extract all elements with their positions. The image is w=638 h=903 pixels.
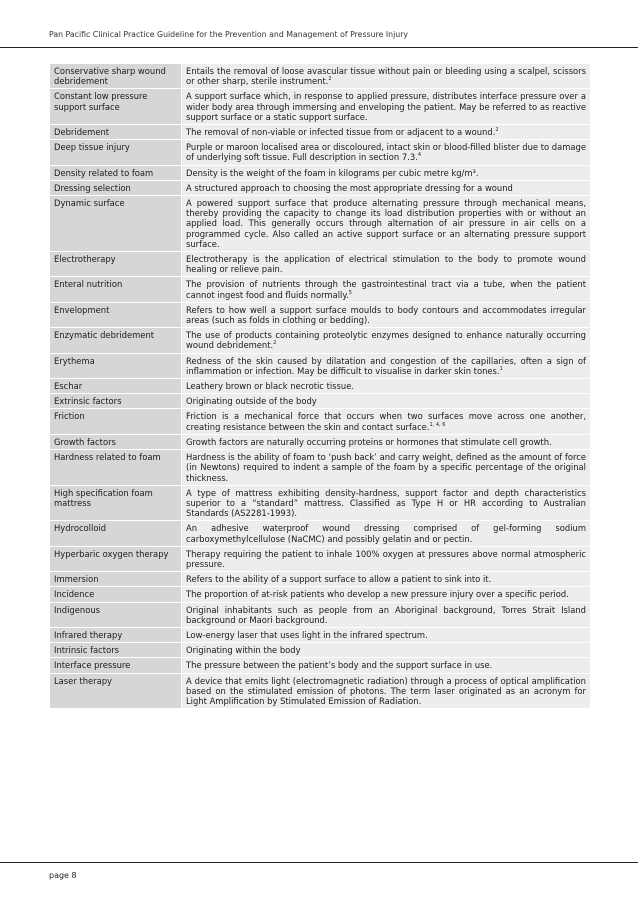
glossary-term: Intrinsic factors (50, 643, 182, 658)
glossary-term: High specification foam mattress (50, 485, 182, 521)
glossary-definition (182, 627, 591, 642)
glossary-definition (182, 165, 591, 180)
glossary-term: Dressing selection (50, 180, 182, 195)
glossary-definition (182, 180, 591, 195)
page-number: page 8 (49, 871, 77, 880)
glossary-term: Hardness related to foam (50, 450, 182, 486)
table-row (50, 252, 591, 277)
table-row (50, 485, 591, 521)
running-header: Pan Pacific Clinical Practice Guideline for the Prevention and Management of Pressure Injury (49, 30, 409, 39)
definition-text: Electrotherapy is the application of electrical stimulation to the body to promote wound healing or relieve pain. (186, 254, 586, 275)
glossary-term: Envelopment (50, 302, 182, 327)
glossary-definition (182, 450, 591, 486)
glossary-term: Incidence (50, 587, 182, 602)
table-row (50, 277, 591, 302)
glossary-definition (182, 125, 591, 140)
glossary-term: Conservative sharp wound debridement (50, 64, 182, 89)
definition-text: Originating outside of the body (186, 396, 317, 407)
definition-text: Entails the removal of loose avascular tissue without pain or bleeding using a scalpel, scissors or other sharp, sterile instrument. (186, 66, 586, 87)
definition-text: A structured approach to choosing the most appropriate dressing for a wound (186, 182, 513, 193)
table-row (50, 546, 591, 571)
table-row (50, 302, 591, 327)
glossary-table (49, 63, 591, 709)
glossary-definition (182, 673, 591, 709)
glossary-term: Laser therapy (50, 673, 182, 709)
definition-text: Purple or maroon localised area or discoloured, intact skin or blood-filled blister due to damage of underlying soft tissue. Full description in section 7.3. (186, 142, 586, 163)
definition-text: The removal of non-viable or infected tissue from or adjacent to a wound. (186, 127, 496, 138)
glossary-term: Immersion (50, 572, 182, 587)
glossary-definition (182, 302, 591, 327)
reference-superscript: 4 (417, 152, 422, 159)
glossary-table-body (50, 64, 591, 709)
glossary-term: Eschar (50, 379, 182, 394)
glossary-term: Hydrocolloid (50, 521, 182, 546)
reference-superscript: 1 (499, 366, 503, 373)
glossary-definition (182, 546, 591, 571)
glossary-definition (182, 379, 591, 394)
glossary-term: Indigenous (50, 602, 182, 627)
definition-text: Low-energy laser that uses light in the infrared spectrum. (186, 629, 428, 640)
definition-text: An adhesive waterproof wound dressing comprised of gel-forming sodium carboxymethylcellulose (NaCMC) and possibly gelatin and or pectin. (186, 523, 586, 544)
table-row (50, 140, 591, 165)
reference-superscript: 1, 4, 6 (429, 421, 446, 428)
table-row (50, 521, 591, 546)
definition-text: The provision of nutrients through the gastrointestinal tract via a tube, when the patient cannot ingest food and fluids normally. (186, 279, 586, 300)
definition-text: Original inhabitants such as people from an Aboriginal background, Torres Strait Island background or Maori background. (186, 604, 586, 625)
glossary-definition (182, 328, 591, 353)
table-row (50, 450, 591, 486)
definition-text: Redness of the skin caused by dilatation and congestion of the capillaries, often a sign of inflammation or infection. May be difficult to visualise in darker skin tones. (186, 355, 586, 376)
glossary-definition (182, 140, 591, 165)
definition-text: Refers to the ability of a support surface to allow a patient to sink into it. (186, 574, 492, 585)
glossary-definition (182, 409, 591, 434)
glossary-definition (182, 572, 591, 587)
glossary-definition (182, 353, 591, 378)
glossary-term: Infrared therapy (50, 627, 182, 642)
glossary-term: Growth factors (50, 434, 182, 449)
glossary-definition (182, 196, 591, 252)
glossary-definition (182, 64, 591, 89)
glossary-term: Enzymatic debridement (50, 328, 182, 353)
table-row (50, 64, 591, 89)
glossary-term: Hyperbaric oxygen therapy (50, 546, 182, 571)
table-row (50, 409, 591, 434)
glossary-term: Extrinsic factors (50, 394, 182, 409)
definition-text: Leathery brown or black necrotic tissue. (186, 381, 355, 392)
table-row (50, 196, 591, 252)
definition-text: Originating within the body (186, 645, 301, 656)
table-row (50, 658, 591, 673)
glossary-definition (182, 394, 591, 409)
glossary-definition (182, 602, 591, 627)
definition-text: The proportion of at-risk patients who develop a new pressure injury over a specific period. (186, 589, 569, 600)
definition-text: The use of products containing proteolytic enzymes designed to enhance naturally occurring wound debridement. (186, 330, 586, 351)
glossary-definition (182, 643, 591, 658)
definition-text: The pressure between the patient’s body and the support surface in use. (186, 660, 493, 671)
table-row (50, 89, 591, 125)
definition-text: A support surface which, in response to applied pressure, distributes interface pressure over a wider body area through immersing and enveloping the patient. May be referred to as reactive support surface or a static support surface. (186, 91, 586, 122)
reference-superscript: 2 (328, 76, 332, 83)
definition-text: A powered support surface that produce alternating pressure through mechanical means, thereby providing the capacity to change its load distribution properties with or without an applied load. This generally occurs through alternation of air pressure in air cells on a programmed cycle. Also called an active support surface or an alternating pressure support surface. (186, 198, 586, 249)
definition-text: Friction is a mechanical force that occurs when two surfaces move across one another, creating resistance between the skin and contact surface. (186, 411, 586, 432)
header-divider (0, 47, 638, 48)
definition-text: A device that emits light (electromagnetic radiation) through a process of optical amplification based on the stimulated emission of photons. The term laser originated as an acronym for Light Amplification by Stimulated Emission of Radiation. (186, 675, 586, 706)
definition-text: Therapy requiring the patient to inhale 100% oxygen at pressures above normal atmospheric pressure. (186, 548, 586, 569)
glossary-definition (182, 434, 591, 449)
glossary-term: Electrotherapy (50, 252, 182, 277)
glossary-term: Friction (50, 409, 182, 434)
glossary-term: Debridement (50, 125, 182, 140)
glossary-term: Interface pressure (50, 658, 182, 673)
reference-superscript: 2 (273, 340, 277, 347)
reference-superscript: 2 (495, 127, 499, 134)
definition-text: Hardness is the ability of foam to ‘push back’ and carry weight, defined as the amount of force (in Newtons) required to indent a sample of the foam by a specific percentage of the original thickness. (186, 452, 586, 483)
glossary-term: Dynamic surface (50, 196, 182, 252)
definition-text: Density is the weight of the foam in kilograms per cubic metre kg/m³. (186, 167, 479, 178)
glossary-term: Density related to foam (50, 165, 182, 180)
glossary-definition (182, 658, 591, 673)
definition-text: Growth factors are naturally occurring proteins or hormones that stimulate cell growth. (186, 436, 552, 447)
table-row (50, 587, 591, 602)
glossary-definition (182, 252, 591, 277)
table-row (50, 643, 591, 658)
table-row (50, 379, 591, 394)
table-row (50, 434, 591, 449)
definition-text: Refers to how well a support surface moulds to body contours and accommodates irregular areas (such as folds in clothing or bedding). (186, 304, 586, 326)
definition-text: A type of mattress exhibiting density-hardness, support factor and depth characteristics superior to a “standard” mattress. Classified as Type H or HR according to Australian Standards (AS2281-1993). (186, 487, 586, 519)
table-row (50, 125, 591, 140)
table-row (50, 353, 591, 378)
glossary-definition (182, 277, 591, 302)
glossary-definition (182, 485, 591, 521)
table-row (50, 165, 591, 180)
table-row (50, 394, 591, 409)
footer-divider (0, 862, 638, 863)
table-row (50, 180, 591, 195)
glossary-definition (182, 521, 591, 546)
glossary-term: Enteral nutrition (50, 277, 182, 302)
table-row (50, 673, 591, 709)
table-row (50, 572, 591, 587)
table-row (50, 602, 591, 627)
glossary-definition (182, 587, 591, 602)
glossary-term: Constant low pressure support surface (50, 89, 182, 125)
glossary-definition (182, 89, 591, 125)
table-row (50, 627, 591, 642)
table-row (50, 328, 591, 353)
glossary-term: Deep tissue injury (50, 140, 182, 165)
glossary-term: Erythema (50, 353, 182, 378)
reference-superscript: 5 (348, 289, 352, 296)
